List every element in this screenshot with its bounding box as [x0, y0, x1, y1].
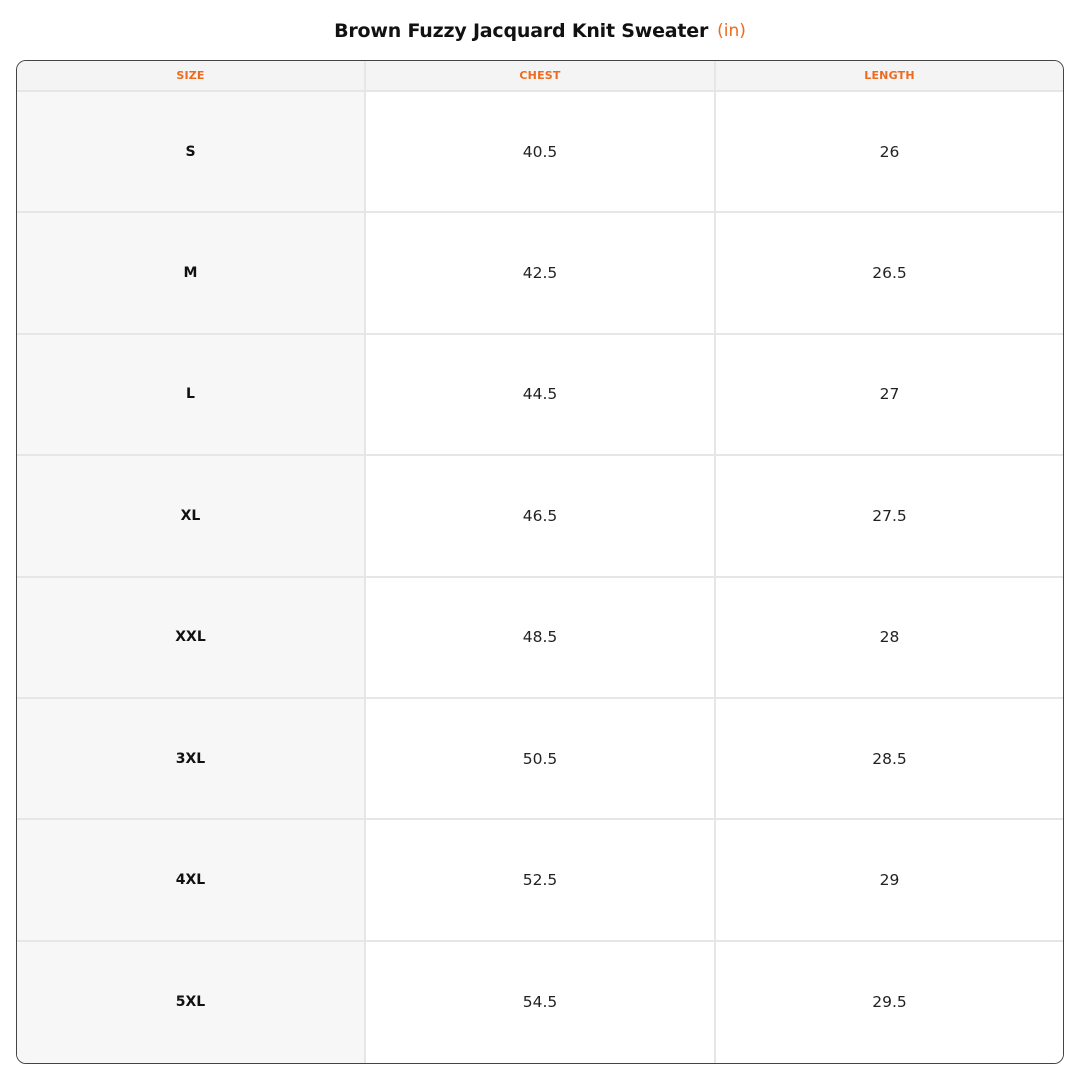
- chest-cell: 44.5: [366, 335, 716, 456]
- unit-label: (in): [717, 21, 746, 41]
- chart-header: [0, 0, 1080, 60]
- size-cell: 4XL: [17, 820, 366, 941]
- chest-cell: 54.5: [366, 942, 716, 1063]
- chest-cell: 48.5: [366, 578, 716, 699]
- size-cell: 3XL: [17, 699, 366, 820]
- length-cell: 28.5: [716, 699, 1063, 820]
- size-cell: 5XL: [17, 942, 366, 1063]
- length-cell: 28: [716, 578, 1063, 699]
- length-cell: 27: [716, 335, 1063, 456]
- column-header-size: SIZE: [17, 61, 366, 92]
- length-cell: 26.5: [716, 213, 1063, 334]
- size-cell: XL: [17, 456, 366, 577]
- size-cell: S: [17, 92, 366, 213]
- page-title: Brown Fuzzy Jacquard Knit Sweater: [334, 20, 709, 42]
- length-cell: 29: [716, 820, 1063, 941]
- size-cell: M: [17, 213, 366, 334]
- size-chart-table: [16, 60, 1064, 1064]
- length-cell: 26: [716, 92, 1063, 213]
- chest-cell: 46.5: [366, 456, 716, 577]
- length-cell: 27.5: [716, 456, 1063, 577]
- chest-cell: 42.5: [366, 213, 716, 334]
- chest-cell: 40.5: [366, 92, 716, 213]
- column-header-chest: CHEST: [366, 61, 716, 92]
- column-header-length: LENGTH: [716, 61, 1063, 92]
- size-cell: L: [17, 335, 366, 456]
- size-cell: XXL: [17, 578, 366, 699]
- length-cell: 29.5: [716, 942, 1063, 1063]
- chest-cell: 50.5: [366, 699, 716, 820]
- chest-cell: 52.5: [366, 820, 716, 941]
